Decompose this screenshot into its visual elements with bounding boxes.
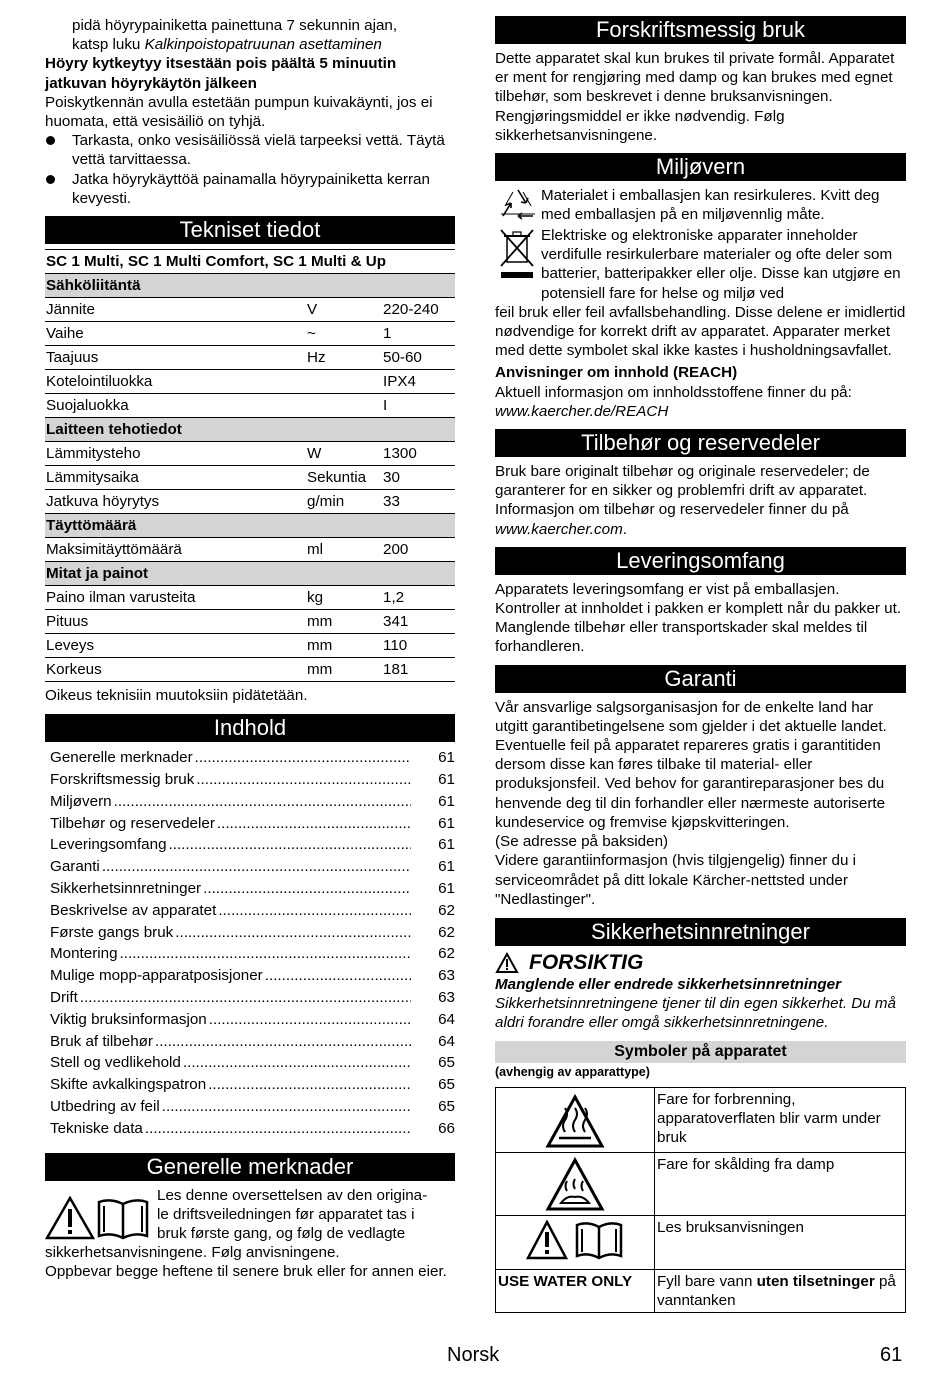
toc-item[interactable]: [50, 1052, 455, 1074]
spec-row: [45, 370, 455, 394]
intro-ref: Kalkinpoistopatruunan asettaminen: [144, 36, 382, 54]
toc-label: Viktig bruksinformasjon: [50, 1010, 207, 1028]
toc-item[interactable]: [50, 987, 455, 1009]
spec-label: Maksimitäyttömäärä: [45, 538, 306, 562]
spec-value: 1,2: [382, 586, 455, 610]
symbols-heading: Symboler på apparatet: [495, 1041, 906, 1063]
spec-section-row: [45, 514, 455, 538]
toc-leader: [217, 813, 411, 835]
toc-page: 61: [438, 771, 455, 789]
weee-bin-icon: [495, 226, 541, 284]
warning-icon: [45, 1196, 95, 1240]
spec-label: Taajuus: [45, 346, 306, 370]
warranty-web: Videre garantiinformasjon (hvis tilgjengelig) finner du i serviceområdet på ditt lokale Kärcher-nettsted under "Nedlastinger".: [495, 852, 857, 908]
delivery-text: Apparatets leveringsomfang er vist på emballasjen. Kontroller at innholdet i pakken er komplett når du pakker ut. Manglende tilbehør eller transportskader skal meldes til forhandleren.: [495, 580, 902, 656]
spec-label: Suojaluokka: [45, 394, 306, 418]
env-weee-block: [495, 226, 906, 303]
spec-model: SC 1 Multi, SC 1 Multi Comfort, SC 1 Multi & Up: [45, 250, 455, 274]
acc-paragraph: Bruk bare originalt tilbehør og originale reservedeler; de garanterer for en sikker og problemfri drift av apparatet. Informasjon om tilbehør og reservedeler finner du på www.kaercher.com.: [495, 463, 870, 538]
book-icon: [574, 1220, 624, 1260]
toc-page: 61: [438, 814, 455, 832]
spec-label: Jännite: [45, 298, 306, 322]
spec-label: Kotelointiluokka: [45, 370, 306, 394]
spec-value: 341: [382, 610, 455, 634]
toc-label: Skifte avkalkingspatron: [50, 1076, 207, 1094]
toc-leader: [155, 1031, 411, 1053]
toc-leader: [203, 878, 411, 900]
spec-row: [45, 586, 455, 610]
spec-value: 181: [382, 658, 455, 682]
general-keep: Oppbevar begge heftene til senere bruk eller for annen eier.: [45, 1263, 447, 1281]
spec-model-row: [45, 250, 455, 274]
safety-heading: Sikkerhetsinnretninger: [495, 918, 906, 946]
toc-item[interactable]: [50, 747, 455, 769]
hot-surface-icon: [545, 1094, 605, 1150]
toc-leader: [120, 943, 411, 965]
intro-paragraph: [45, 35, 455, 54]
symbols-note: (avhengig av apparattype): [495, 1064, 650, 1079]
toc-item[interactable]: [50, 1031, 455, 1053]
caution-label: FORSIKTIG: [529, 950, 644, 974]
spec-unit: kg: [306, 586, 382, 610]
spec-unit: mm: [306, 610, 382, 634]
symbol-text: Les bruksanvisningen: [655, 1215, 906, 1269]
spec-unit: [306, 394, 382, 418]
spec-row: [45, 610, 455, 634]
toc-page: 64: [438, 1010, 455, 1028]
spec-unit: Hz: [306, 346, 382, 370]
general-side-text: [157, 1186, 427, 1244]
toc-item[interactable]: [50, 1096, 455, 1118]
acc-link[interactable]: www.kaercher.com: [495, 520, 623, 538]
caution-line: [495, 951, 906, 975]
toc-label: Sikkerhetsinnretninger: [50, 880, 202, 898]
spec-section-row: [45, 418, 455, 442]
left-column: [45, 16, 455, 1282]
symbol-row: [496, 1269, 906, 1312]
spec-value: I: [382, 394, 455, 418]
page-number: 61: [880, 1344, 903, 1366]
general-icons: [45, 1186, 157, 1244]
spec-unit: ~: [306, 322, 382, 346]
symbol-text: Fare for skålding fra damp: [655, 1152, 906, 1215]
spec-unit: g/min: [306, 490, 382, 514]
toc-item[interactable]: [50, 769, 455, 791]
toc-item[interactable]: [50, 1118, 455, 1140]
spec-label: Lämmitysteho: [45, 442, 306, 466]
intro-paragraph: pidä höyrypainiketta painettuna 7 sekunnin ajan,: [72, 17, 398, 34]
toc-page: 66: [438, 1119, 455, 1137]
toc-page: 65: [438, 1076, 455, 1094]
toc-label: Tilbehør og reservedeler: [50, 814, 215, 832]
env-heading: Miljøvern: [495, 153, 906, 181]
toc-leader: [196, 769, 411, 791]
warranty-addr: (Se adresse på baksiden): [495, 833, 669, 851]
toc-leader: [208, 1074, 411, 1096]
intro-paragraph: Poiskytkennän avulla estetään pumpun kuivakäynti, jos ei huomata, että vesisäiliö on tyhjä.: [45, 93, 433, 131]
toc-label: Tekniske data: [50, 1119, 143, 1137]
env-weee-rest: feil bruk eller feil avfallsbehandling. Disse delene er imidlertid nødvendige for korrekt drift av apparatet. Apparater merket med dette symbolet skal ikke kastes i husholdningsavfallet.: [495, 303, 906, 360]
symbol-row: [496, 1152, 906, 1215]
spec-value: IPX4: [382, 370, 455, 394]
water-label: USE WATER ONLY: [496, 1269, 655, 1312]
toc-leader: [162, 1096, 411, 1118]
reach-link[interactable]: www.kaercher.de/REACH: [495, 402, 669, 420]
spec-unit: V: [306, 298, 382, 322]
spec-label: Vaihe: [45, 322, 306, 346]
toc-item[interactable]: [50, 922, 455, 944]
spec-row: [45, 322, 455, 346]
toc-item[interactable]: [50, 900, 455, 922]
toc-item[interactable]: [50, 943, 455, 965]
caution-text: Sikkerhetsinnretningene tjener til din egen sikkerhet. Du må aldri forandre eller omgå sikkerhetsinnretningene.: [495, 995, 897, 1032]
spec-section-row: [45, 274, 455, 298]
toc-label: Mulige mopp-apparatposisjoner: [50, 967, 263, 985]
toc-leader: [183, 1052, 411, 1074]
spec-section-title: Laitteen tehotiedot: [45, 418, 455, 442]
caution-icon: [495, 952, 519, 974]
toc-label: Generelle merknader: [50, 749, 193, 767]
toc-label: Leveringsomfang: [50, 836, 167, 854]
toc-label: Miljøvern: [50, 792, 112, 810]
spec-value: 33: [382, 490, 455, 514]
spec-label: Leveys: [45, 634, 306, 658]
water-text: Fyll bare vann uten tilsetninger på vanntanken: [655, 1269, 906, 1312]
tech-note: Oikeus teknisiin muutoksiin pidätetään.: [45, 687, 308, 705]
toc-page: 62: [438, 901, 455, 919]
spec-unit: Sekuntia: [306, 466, 382, 490]
spec-section-title: Täyttömäärä: [45, 514, 455, 538]
toc-label: Bruk af tilbehør: [50, 1032, 153, 1050]
general-side-line: le driftsveiledningen før apparatet tas i: [157, 1205, 415, 1223]
spec-row: [45, 658, 455, 682]
spec-table: [45, 249, 455, 682]
toc-page: 65: [438, 1097, 455, 1115]
toc-item[interactable]: [50, 834, 455, 856]
spec-section-title: Mitat ja painot: [45, 562, 455, 586]
read-manual-icon: [526, 1220, 568, 1260]
toc-label: Forskriftsmessig bruk: [50, 771, 195, 789]
toc-leader: [114, 791, 411, 813]
toc-leader: [209, 1009, 411, 1031]
recycle-icon: [495, 186, 541, 226]
toc-label: Montering: [50, 945, 118, 963]
acc-text: Bruk bare originalt tilbehør og originale reservedeler; de garanterer for en sikker og problemfri drift av apparatet. Informasjon om tilbehør og reservedeler finner du på: [495, 463, 870, 519]
general-side-line: Les denne oversettelsen av den origina-: [157, 1186, 428, 1204]
toc-leader: [195, 747, 411, 769]
toc-item[interactable]: [50, 813, 455, 835]
toc-page: 65: [438, 1054, 455, 1072]
toc-item[interactable]: [50, 878, 455, 900]
general-rest: sikkerhetsanvisningene. Følg anvisningene.: [45, 1244, 340, 1262]
spec-unit: ml: [306, 538, 382, 562]
intro-paragraph: Höyry kytkeytyy itsestään pois päältä 5 minuutin jatkuvan höyrykäytön jälkeen: [45, 55, 397, 92]
right-column: [495, 16, 906, 1313]
toc-page: 61: [438, 749, 455, 767]
env-recycle-text: Materialet i emballasjen kan resirkuleres. Kvitt deg med emballasjen på en miljøvennlig måte.: [541, 187, 880, 224]
env-recycle-block: [495, 186, 906, 226]
toc-leader: [218, 900, 411, 922]
toc-leader: [265, 965, 411, 987]
toc-page: 61: [438, 880, 455, 898]
spec-value: 220-240: [382, 298, 455, 322]
toc-leader: [145, 1118, 411, 1140]
warranty-heading: Garanti: [495, 665, 906, 693]
book-icon: [95, 1196, 151, 1240]
spec-row: [45, 490, 455, 514]
intro-paragraph: Tarkasta, onko vesisäiliössä vielä tarpeeksi vettä. Täytä vettä tarvittaessa.: [45, 131, 455, 169]
toc-list: [50, 747, 455, 1139]
symbol-row: [496, 1087, 906, 1152]
toc-leader: [102, 856, 411, 878]
warranty-text: Vår ansvarlige salgsorganisasjon for de enkelte land har utgitt garantibetingelsene som gjelder i det aktuelle landet. Eventuelle feil på apparatet repareres gratis i garantitiden dersom disse kan føres tilbake til material- eller produksjonsfeil. Ved behov for garantireparasjoner bes du henvende deg til din forhandler eller nærmeste autoriserte kundeservice og fremvise kjøpskvitteringen.: [495, 698, 887, 831]
spec-unit: [306, 370, 382, 394]
general-block: [45, 1186, 455, 1244]
reach-text: Aktuell informasjon om innholdsstoffene finner du på:: [495, 383, 852, 401]
usage-heading: Forskriftsmessig bruk: [495, 16, 906, 44]
caution-bold: Manglende eller endrede sikkerhetsinnretninger: [495, 975, 842, 993]
delivery-heading: Leveringsomfang: [495, 547, 906, 575]
acc-heading: Tilbehør og reservedeler: [495, 429, 906, 457]
spec-label: Korkeus: [45, 658, 306, 682]
spec-unit: W: [306, 442, 382, 466]
spec-value: 200: [382, 538, 455, 562]
spec-value: 1300: [382, 442, 455, 466]
spec-unit: mm: [306, 634, 382, 658]
toc-page: 62: [438, 945, 455, 963]
symbol-row: [496, 1215, 906, 1269]
toc-page: 64: [438, 1032, 455, 1050]
general-side-line: bruk første gang, og følg de vedlagte: [157, 1224, 406, 1242]
steam-icon: [545, 1157, 605, 1213]
toc-item[interactable]: [50, 856, 455, 878]
toc-leader: [80, 987, 411, 1009]
spec-row: [45, 442, 455, 466]
usage-text: Dette apparatet skal kun brukes til private formål. Apparatet er ment for rengjøring med damp og kan brukes med egnet tilbehør, som beskrevet i denne bruksanvisningen. Rengjøringsmiddel er ikke nødvendig. Følg sikkerhetsanvisningene.: [495, 50, 895, 144]
spec-row: [45, 346, 455, 370]
tech-heading: Tekniset tiedot: [45, 216, 455, 244]
general-heading: Generelle merknader: [45, 1153, 455, 1181]
spec-section-row: [45, 562, 455, 586]
footer-language: Norsk: [447, 1344, 500, 1366]
spec-label: Jatkuva höyrytys: [45, 490, 306, 514]
toc-label: Garanti: [50, 858, 100, 876]
spec-label: Lämmitysaika: [45, 466, 306, 490]
toc-label: Stell og vedlikehold: [50, 1054, 181, 1072]
toc-page: 63: [438, 967, 455, 985]
toc-item[interactable]: [50, 965, 455, 987]
intro-text: [45, 16, 455, 208]
toc-page: 61: [438, 858, 455, 876]
spec-value: 30: [382, 466, 455, 490]
spec-label: Paino ilman varusteita: [45, 586, 306, 610]
toc-item[interactable]: [50, 1074, 455, 1096]
spec-row: [45, 538, 455, 562]
intro-text: katsp luku: [72, 36, 145, 54]
spec-section-title: Sähköliitäntä: [45, 274, 455, 298]
toc-label: Utbedring av feil: [50, 1097, 160, 1115]
toc-leader: [175, 922, 411, 944]
toc-page: 62: [438, 923, 455, 941]
symbols-table: [495, 1087, 906, 1313]
toc-label: Drift: [50, 989, 78, 1006]
toc-item[interactable]: [50, 791, 455, 813]
toc-leader: [169, 834, 411, 856]
spec-row: [45, 634, 455, 658]
reach-title: Anvisninger om innhold (REACH): [495, 364, 738, 382]
toc-heading: Indhold: [45, 714, 455, 742]
spec-label: Pituus: [45, 610, 306, 634]
toc-label: Første gangs bruk: [50, 923, 174, 941]
spec-unit: mm: [306, 658, 382, 682]
symbol-text: Fare for forbrenning, apparatoverflaten blir varm under bruk: [655, 1087, 906, 1152]
toc-page: 61: [438, 792, 455, 810]
toc-item[interactable]: [50, 1009, 455, 1031]
spec-row: [45, 466, 455, 490]
toc-page: 61: [438, 836, 455, 854]
spec-row: [45, 394, 455, 418]
env-weee-text: Elektriske og elektroniske apparater inneholder verdifulle resirkulerbare materialer og ofte deler som batterier, batteripakker eller olje. Disse kan utgjøre en potensiell fare for helse og miljø ved: [541, 227, 901, 302]
toc-page: 63: [438, 989, 455, 1006]
spec-value: 50-60: [382, 346, 455, 370]
intro-paragraph: Jatka höyrykäyttöä painamalla höyrypainiketta kerran kevyesti.: [45, 170, 455, 208]
spec-value: 1: [382, 322, 455, 346]
toc-label: Beskrivelse av apparatet: [50, 901, 217, 919]
spec-value: 110: [382, 634, 455, 658]
spec-row: [45, 298, 455, 322]
